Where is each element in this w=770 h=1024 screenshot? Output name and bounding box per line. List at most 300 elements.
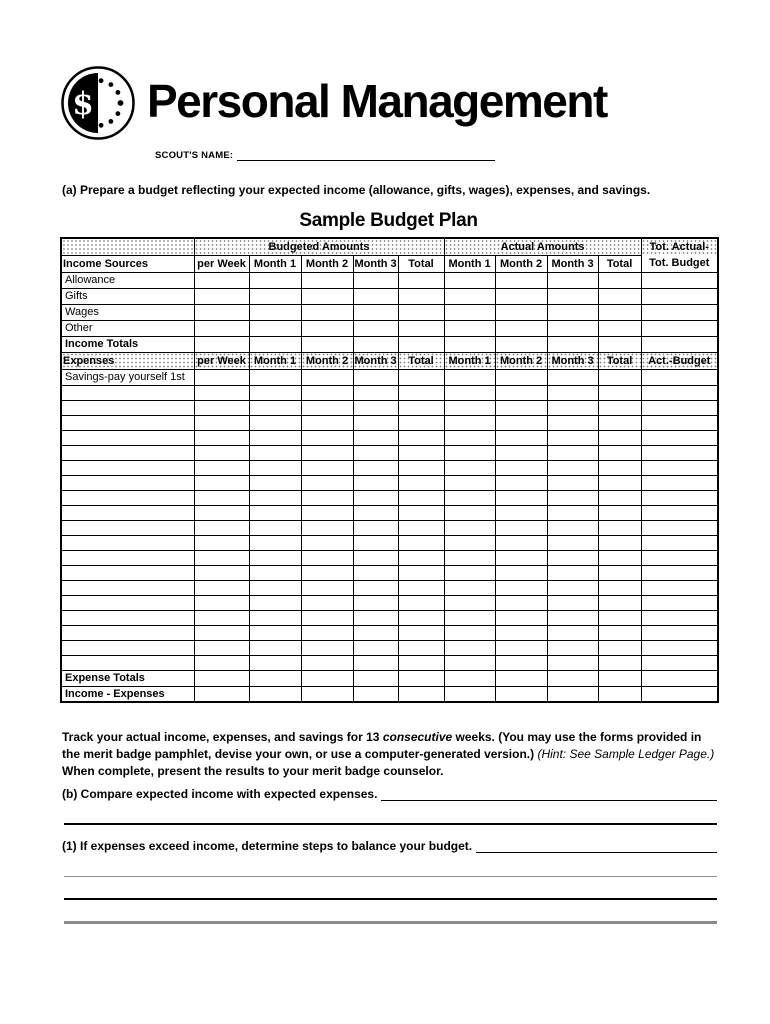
amount-cell[interactable] <box>547 580 598 595</box>
amount-cell[interactable] <box>353 520 398 535</box>
amount-cell[interactable] <box>398 490 444 505</box>
amount-cell[interactable] <box>598 288 641 304</box>
amount-cell[interactable] <box>249 336 301 352</box>
item-label-cell[interactable] <box>61 460 194 475</box>
item-label-cell[interactable] <box>61 610 194 625</box>
amount-cell[interactable] <box>495 505 547 520</box>
amount-cell[interactable] <box>398 565 444 580</box>
amount-cell[interactable] <box>495 336 547 352</box>
amount-cell[interactable] <box>194 625 249 640</box>
amount-cell[interactable] <box>641 625 718 640</box>
amount-cell[interactable] <box>598 686 641 702</box>
amount-cell[interactable] <box>194 565 249 580</box>
amount-cell[interactable] <box>444 565 495 580</box>
amount-cell[interactable] <box>547 336 598 352</box>
amount-cell[interactable] <box>598 610 641 625</box>
amount-cell[interactable] <box>301 304 353 320</box>
amount-cell[interactable] <box>249 460 301 475</box>
amount-cell[interactable] <box>249 430 301 445</box>
amount-cell[interactable] <box>547 304 598 320</box>
amount-cell[interactable] <box>495 445 547 460</box>
amount-cell[interactable] <box>495 288 547 304</box>
amount-cell[interactable] <box>301 655 353 670</box>
amount-cell[interactable] <box>194 580 249 595</box>
amount-cell[interactable] <box>495 640 547 655</box>
amount-cell[interactable] <box>641 640 718 655</box>
item-label-cell[interactable] <box>61 520 194 535</box>
amount-cell[interactable] <box>194 460 249 475</box>
amount-cell[interactable] <box>641 490 718 505</box>
amount-cell[interactable] <box>194 385 249 400</box>
amount-cell[interactable] <box>598 550 641 565</box>
amount-cell[interactable] <box>495 320 547 336</box>
amount-cell[interactable] <box>249 385 301 400</box>
amount-cell[interactable] <box>641 520 718 535</box>
amount-cell[interactable] <box>398 550 444 565</box>
amount-cell[interactable] <box>353 490 398 505</box>
amount-cell[interactable] <box>301 686 353 702</box>
amount-cell[interactable] <box>641 415 718 430</box>
amount-cell[interactable] <box>495 369 547 385</box>
amount-cell[interactable] <box>641 272 718 288</box>
amount-cell[interactable] <box>249 304 301 320</box>
amount-cell[interactable] <box>194 595 249 610</box>
amount-cell[interactable] <box>641 369 718 385</box>
amount-cell[interactable] <box>495 385 547 400</box>
amount-cell[interactable] <box>194 640 249 655</box>
amount-cell[interactable] <box>444 445 495 460</box>
amount-cell[interactable] <box>547 272 598 288</box>
amount-cell[interactable] <box>353 336 398 352</box>
amount-cell[interactable] <box>353 550 398 565</box>
amount-cell[interactable] <box>301 610 353 625</box>
amount-cell[interactable] <box>495 520 547 535</box>
amount-cell[interactable] <box>444 415 495 430</box>
amount-cell[interactable] <box>598 490 641 505</box>
amount-cell[interactable] <box>249 445 301 460</box>
amount-cell[interactable] <box>598 535 641 550</box>
amount-cell[interactable] <box>194 288 249 304</box>
amount-cell[interactable] <box>495 460 547 475</box>
amount-cell[interactable] <box>641 475 718 490</box>
amount-cell[interactable] <box>598 336 641 352</box>
amount-cell[interactable] <box>353 655 398 670</box>
amount-cell[interactable] <box>398 385 444 400</box>
amount-cell[interactable] <box>598 304 641 320</box>
amount-cell[interactable] <box>547 625 598 640</box>
amount-cell[interactable] <box>398 655 444 670</box>
amount-cell[interactable] <box>353 400 398 415</box>
amount-cell[interactable] <box>444 520 495 535</box>
amount-cell[interactable] <box>444 336 495 352</box>
amount-cell[interactable] <box>547 288 598 304</box>
amount-cell[interactable] <box>353 430 398 445</box>
amount-cell[interactable] <box>444 400 495 415</box>
amount-cell[interactable] <box>353 565 398 580</box>
amount-cell[interactable] <box>641 385 718 400</box>
amount-cell[interactable] <box>398 686 444 702</box>
amount-cell[interactable] <box>249 670 301 686</box>
amount-cell[interactable] <box>641 400 718 415</box>
amount-cell[interactable] <box>547 400 598 415</box>
amount-cell[interactable] <box>398 336 444 352</box>
item-label-cell[interactable] <box>61 640 194 655</box>
amount-cell[interactable] <box>495 625 547 640</box>
amount-cell[interactable] <box>194 445 249 460</box>
item-label-cell[interactable] <box>61 430 194 445</box>
amount-cell[interactable] <box>353 320 398 336</box>
amount-cell[interactable] <box>249 625 301 640</box>
amount-cell[interactable] <box>547 415 598 430</box>
amount-cell[interactable] <box>444 475 495 490</box>
amount-cell[interactable] <box>398 580 444 595</box>
amount-cell[interactable] <box>547 550 598 565</box>
amount-cell[interactable] <box>547 520 598 535</box>
amount-cell[interactable] <box>641 460 718 475</box>
amount-cell[interactable] <box>398 595 444 610</box>
amount-cell[interactable] <box>398 535 444 550</box>
amount-cell[interactable] <box>547 475 598 490</box>
income-totals-label: Income Totals <box>61 336 194 352</box>
amount-cell[interactable] <box>398 400 444 415</box>
amount-cell[interactable] <box>495 272 547 288</box>
amount-cell[interactable] <box>353 288 398 304</box>
amount-cell[interactable] <box>598 430 641 445</box>
amount-cell[interactable] <box>495 490 547 505</box>
amount-cell[interactable] <box>353 445 398 460</box>
amount-cell[interactable] <box>641 445 718 460</box>
amount-cell[interactable] <box>301 505 353 520</box>
item-label-cell[interactable] <box>61 535 194 550</box>
scout-name-blank-line[interactable] <box>237 150 495 161</box>
amount-cell[interactable] <box>398 320 444 336</box>
amount-cell[interactable] <box>547 505 598 520</box>
amount-cell[interactable] <box>194 520 249 535</box>
amount-cell[interactable] <box>598 460 641 475</box>
amount-cell[interactable] <box>301 595 353 610</box>
amount-cell[interactable] <box>301 336 353 352</box>
amount-cell[interactable] <box>301 415 353 430</box>
amount-cell[interactable] <box>353 535 398 550</box>
amount-cell[interactable] <box>194 430 249 445</box>
amount-cell[interactable] <box>495 595 547 610</box>
amount-cell[interactable] <box>547 535 598 550</box>
amount-cell[interactable] <box>641 304 718 320</box>
amount-cell[interactable] <box>398 505 444 520</box>
amount-cell[interactable] <box>301 565 353 580</box>
amount-cell[interactable] <box>641 505 718 520</box>
amount-cell[interactable] <box>301 320 353 336</box>
amount-cell[interactable] <box>495 580 547 595</box>
amount-cell[interactable] <box>353 670 398 686</box>
amount-cell[interactable] <box>249 640 301 655</box>
amount-cell[interactable] <box>353 460 398 475</box>
amount-cell[interactable] <box>194 475 249 490</box>
amount-cell[interactable] <box>301 490 353 505</box>
amount-cell[interactable] <box>194 272 249 288</box>
item-label-cell[interactable] <box>61 415 194 430</box>
amount-cell[interactable] <box>194 610 249 625</box>
amount-cell[interactable] <box>398 460 444 475</box>
amount-cell[interactable] <box>641 655 718 670</box>
item-label-cell[interactable] <box>61 625 194 640</box>
item-label-cell[interactable] <box>61 595 194 610</box>
amount-cell[interactable] <box>301 520 353 535</box>
amount-cell[interactable] <box>353 304 398 320</box>
amount-cell[interactable] <box>495 400 547 415</box>
amount-cell[interactable] <box>398 272 444 288</box>
amount-cell[interactable] <box>301 550 353 565</box>
amount-cell[interactable] <box>249 565 301 580</box>
amount-cell[interactable] <box>641 670 718 686</box>
amount-cell[interactable] <box>598 520 641 535</box>
amount-cell[interactable] <box>598 385 641 400</box>
amount-cell[interactable] <box>444 640 495 655</box>
amount-cell[interactable] <box>495 415 547 430</box>
amount-cell[interactable] <box>444 625 495 640</box>
amount-cell[interactable] <box>194 320 249 336</box>
amount-cell[interactable] <box>249 490 301 505</box>
amount-cell[interactable] <box>398 670 444 686</box>
amount-cell[interactable] <box>398 430 444 445</box>
amount-cell[interactable] <box>598 320 641 336</box>
amount-cell[interactable] <box>353 640 398 655</box>
amount-cell[interactable] <box>249 505 301 520</box>
amount-cell[interactable] <box>547 385 598 400</box>
amount-cell[interactable] <box>547 655 598 670</box>
amount-cell[interactable] <box>641 580 718 595</box>
amount-cell[interactable] <box>194 550 249 565</box>
amount-cell[interactable] <box>444 595 495 610</box>
item-label-cell[interactable] <box>61 655 194 670</box>
amount-cell[interactable] <box>353 272 398 288</box>
amount-cell[interactable] <box>641 320 718 336</box>
amount-cell[interactable] <box>194 369 249 385</box>
amount-cell[interactable] <box>249 400 301 415</box>
amount-cell[interactable] <box>301 580 353 595</box>
amount-cell[interactable] <box>301 272 353 288</box>
item-label-cell[interactable] <box>61 550 194 565</box>
amount-cell[interactable] <box>444 369 495 385</box>
item-label-cell[interactable] <box>61 490 194 505</box>
amount-cell[interactable] <box>194 535 249 550</box>
amount-cell[interactable] <box>598 445 641 460</box>
amount-cell[interactable] <box>398 625 444 640</box>
amount-cell[interactable] <box>249 288 301 304</box>
amount-cell[interactable] <box>353 385 398 400</box>
amount-cell[interactable] <box>495 430 547 445</box>
amount-cell[interactable] <box>444 385 495 400</box>
amount-cell[interactable] <box>353 369 398 385</box>
amount-cell[interactable] <box>301 625 353 640</box>
amount-cell[interactable] <box>398 610 444 625</box>
amount-cell[interactable] <box>353 595 398 610</box>
amount-cell[interactable] <box>547 369 598 385</box>
amount-cell[interactable] <box>398 445 444 460</box>
amount-cell[interactable] <box>194 400 249 415</box>
amount-cell[interactable] <box>547 460 598 475</box>
amount-cell[interactable] <box>194 686 249 702</box>
amount-cell[interactable] <box>641 565 718 580</box>
amount-cell[interactable] <box>194 415 249 430</box>
amount-cell[interactable] <box>641 430 718 445</box>
amount-cell[interactable] <box>398 415 444 430</box>
amount-cell[interactable] <box>598 475 641 490</box>
amount-cell[interactable] <box>495 655 547 670</box>
empty-expense-row <box>61 655 718 670</box>
amount-cell[interactable] <box>301 445 353 460</box>
amount-cell[interactable] <box>249 655 301 670</box>
amount-cell[interactable] <box>495 565 547 580</box>
amount-cell[interactable] <box>598 640 641 655</box>
amount-cell[interactable] <box>249 369 301 385</box>
amount-cell[interactable] <box>495 550 547 565</box>
item-label-cell[interactable] <box>61 475 194 490</box>
amount-cell[interactable] <box>547 595 598 610</box>
amount-cell[interactable] <box>353 625 398 640</box>
amount-cell[interactable] <box>249 320 301 336</box>
amount-cell[interactable] <box>353 505 398 520</box>
amount-cell[interactable] <box>444 288 495 304</box>
amount-cell[interactable] <box>444 505 495 520</box>
item-label-cell[interactable] <box>61 445 194 460</box>
amount-cell[interactable] <box>547 445 598 460</box>
amount-cell[interactable] <box>495 475 547 490</box>
item-label-cell[interactable] <box>61 505 194 520</box>
amount-cell[interactable] <box>249 415 301 430</box>
answer-line[interactable] <box>64 887 717 900</box>
amount-cell[interactable] <box>495 304 547 320</box>
amount-cell[interactable] <box>641 336 718 352</box>
amount-cell[interactable] <box>353 610 398 625</box>
amount-cell[interactable] <box>301 535 353 550</box>
item-label-cell[interactable] <box>61 400 194 415</box>
amount-cell[interactable] <box>598 505 641 520</box>
amount-cell[interactable] <box>301 460 353 475</box>
amount-cell[interactable] <box>353 580 398 595</box>
amount-cell[interactable] <box>398 520 444 535</box>
amount-cell[interactable] <box>444 670 495 686</box>
amount-cell[interactable] <box>444 272 495 288</box>
amount-cell[interactable] <box>249 580 301 595</box>
amount-cell[interactable] <box>194 304 249 320</box>
amount-cell[interactable] <box>398 369 444 385</box>
amount-cell[interactable] <box>598 400 641 415</box>
item-label-cell[interactable] <box>61 580 194 595</box>
amount-cell[interactable] <box>194 670 249 686</box>
amount-cell[interactable] <box>598 415 641 430</box>
amount-cell[interactable] <box>398 475 444 490</box>
amount-cell[interactable] <box>598 580 641 595</box>
amount-cell[interactable] <box>495 535 547 550</box>
amount-cell[interactable] <box>598 272 641 288</box>
amount-cell[interactable] <box>641 550 718 565</box>
amount-cell[interactable] <box>547 640 598 655</box>
amount-cell[interactable] <box>547 610 598 625</box>
amount-cell[interactable] <box>353 415 398 430</box>
amount-cell[interactable] <box>444 535 495 550</box>
item-label-cell[interactable] <box>61 565 194 580</box>
empty-expense-row <box>61 580 718 595</box>
amount-cell[interactable] <box>398 640 444 655</box>
amount-cell[interactable] <box>547 430 598 445</box>
amount-cell[interactable] <box>598 655 641 670</box>
amount-cell[interactable] <box>301 369 353 385</box>
amount-cell[interactable] <box>301 400 353 415</box>
amount-cell[interactable] <box>495 686 547 702</box>
amount-cell[interactable] <box>547 320 598 336</box>
amount-cell[interactable] <box>444 304 495 320</box>
amount-cell[interactable] <box>641 610 718 625</box>
item-label-cell[interactable] <box>61 385 194 400</box>
amount-cell[interactable] <box>249 535 301 550</box>
amount-cell[interactable] <box>547 686 598 702</box>
amount-cell[interactable] <box>444 550 495 565</box>
amount-cell[interactable] <box>249 520 301 535</box>
amount-cell[interactable] <box>301 430 353 445</box>
amount-cell[interactable] <box>495 670 547 686</box>
answer-line[interactable] <box>476 841 717 853</box>
answer-line[interactable] <box>64 812 717 825</box>
amount-cell[interactable] <box>249 550 301 565</box>
amount-cell[interactable] <box>301 640 353 655</box>
amount-cell[interactable] <box>547 670 598 686</box>
amount-cell[interactable] <box>444 610 495 625</box>
amount-cell[interactable] <box>194 336 249 352</box>
requirement-b1 <box>62 839 717 853</box>
amount-cell[interactable] <box>444 490 495 505</box>
amount-cell[interactable] <box>353 686 398 702</box>
amount-cell[interactable] <box>641 595 718 610</box>
amount-cell[interactable] <box>444 320 495 336</box>
amount-cell[interactable] <box>301 288 353 304</box>
amount-cell[interactable] <box>301 475 353 490</box>
amount-cell[interactable] <box>194 490 249 505</box>
amount-cell[interactable] <box>444 430 495 445</box>
amount-cell[interactable] <box>444 460 495 475</box>
amount-cell[interactable] <box>398 288 444 304</box>
amount-cell[interactable] <box>598 595 641 610</box>
amount-cell[interactable] <box>301 385 353 400</box>
amount-cell[interactable] <box>353 475 398 490</box>
amount-cell[interactable] <box>194 655 249 670</box>
amount-cell[interactable] <box>444 580 495 595</box>
answer-line[interactable] <box>64 864 717 877</box>
amount-cell[interactable] <box>444 655 495 670</box>
amount-cell[interactable] <box>249 686 301 702</box>
amount-cell[interactable] <box>495 610 547 625</box>
amount-cell[interactable] <box>598 670 641 686</box>
amount-cell[interactable] <box>641 535 718 550</box>
amount-cell[interactable] <box>249 595 301 610</box>
answer-line[interactable] <box>381 789 717 801</box>
amount-cell[interactable] <box>194 505 249 520</box>
amount-cell[interactable] <box>598 625 641 640</box>
amount-cell[interactable] <box>301 670 353 686</box>
amount-cell[interactable] <box>249 475 301 490</box>
amount-cell[interactable] <box>444 686 495 702</box>
amount-cell[interactable] <box>249 610 301 625</box>
amount-cell[interactable] <box>598 565 641 580</box>
amount-cell[interactable] <box>249 272 301 288</box>
amount-cell[interactable] <box>398 304 444 320</box>
answer-line[interactable] <box>64 910 717 924</box>
amount-cell[interactable] <box>598 369 641 385</box>
amount-cell[interactable] <box>547 490 598 505</box>
amount-cell[interactable] <box>641 686 718 702</box>
amount-cell[interactable] <box>547 565 598 580</box>
amount-cell[interactable] <box>641 288 718 304</box>
